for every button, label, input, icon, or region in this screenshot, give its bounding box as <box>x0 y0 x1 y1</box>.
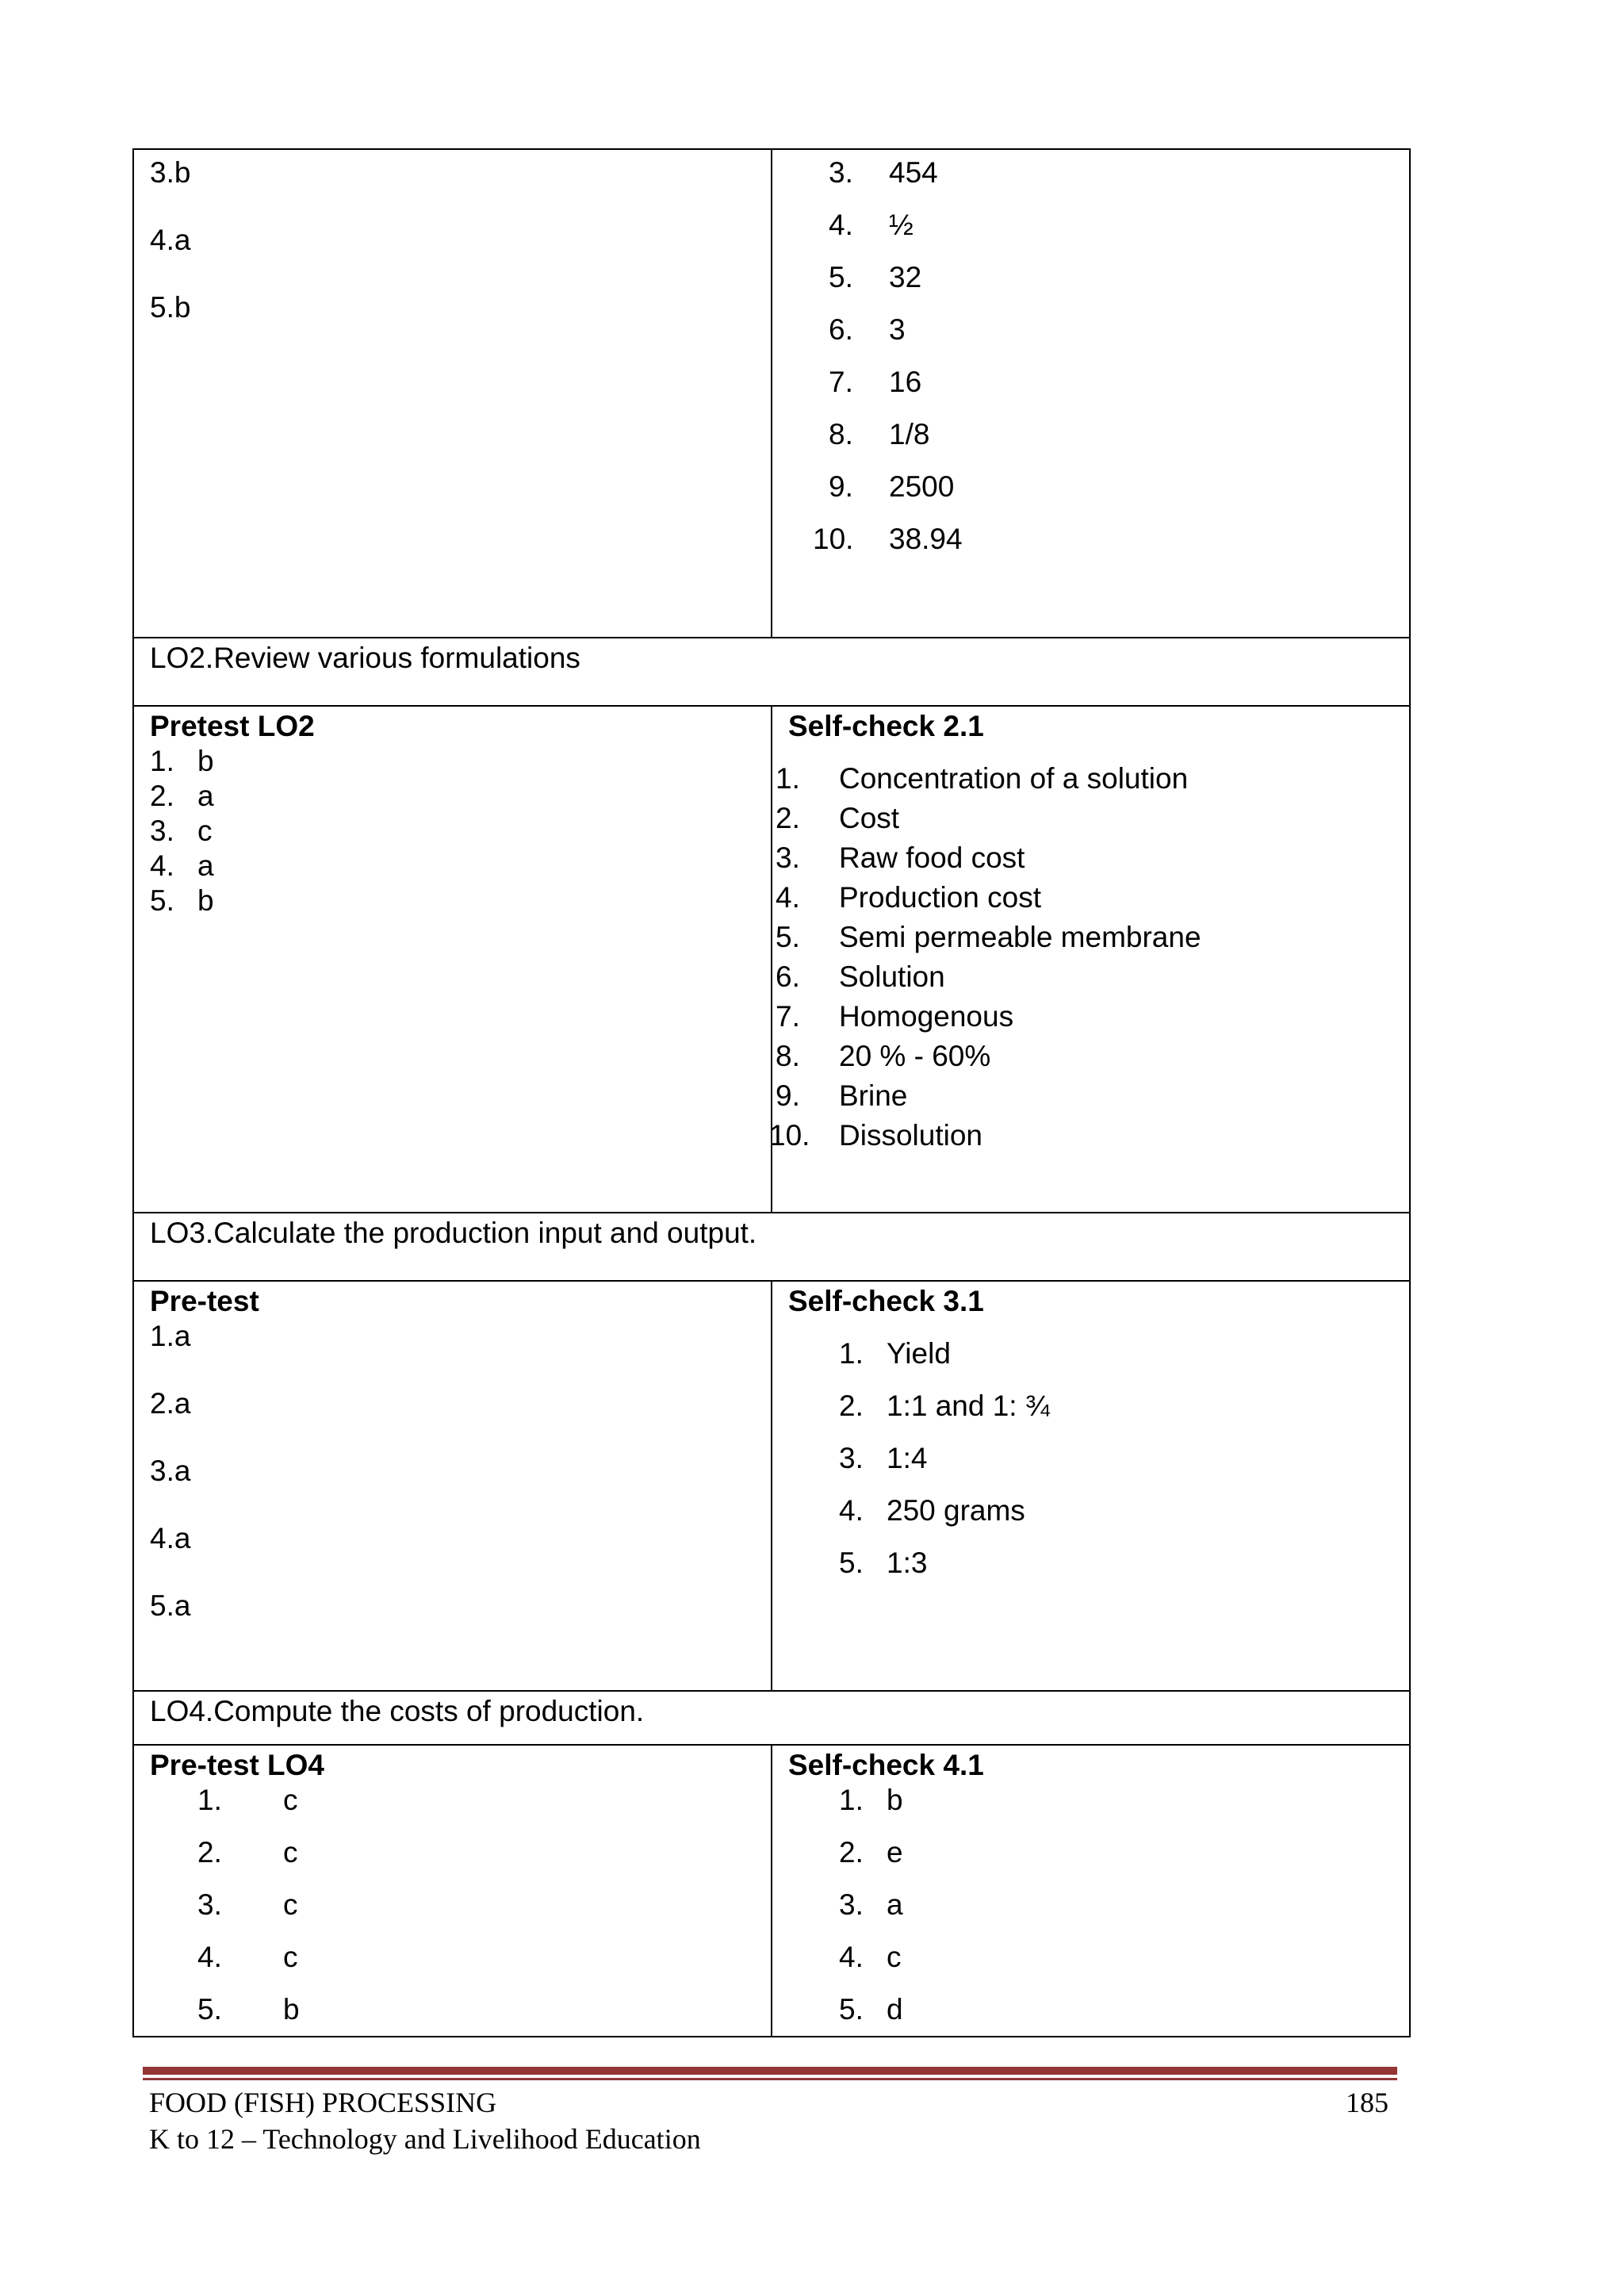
lo3-right-cell <box>772 1281 1410 1691</box>
list-item: b <box>197 745 214 777</box>
pretest-title: Pre-test LO4 <box>150 1749 325 1781</box>
list-item: c <box>197 815 213 847</box>
footer-subject: FOOD (FISH) PROCESSING <box>149 2087 497 2118</box>
list-item: 4.a <box>150 224 191 256</box>
list-item: 1:1 and 1: ¾ <box>887 1389 1050 1422</box>
list-number: 2. <box>150 780 174 812</box>
list-item: 2500 <box>889 470 955 503</box>
list-number: 4. <box>197 1941 222 1973</box>
list-item: Homogenous <box>839 1000 1014 1033</box>
list-item: c <box>887 1941 902 1973</box>
list-item: 250 grams <box>887 1494 1025 1527</box>
section-heading: LO2.Review various formulations <box>150 642 580 674</box>
lo4-left-cell <box>133 1745 772 2037</box>
list-number: 4. <box>829 209 853 241</box>
lo3-left-cell <box>133 1281 772 1691</box>
list-item: 5.a <box>150 1589 191 1622</box>
list-item: 5.b <box>150 291 191 324</box>
section-heading: LO4.Compute the costs of production. <box>150 1695 645 1727</box>
self-check-title: Self-check 2.1 <box>788 710 984 742</box>
list-item: Raw food cost <box>839 841 1025 874</box>
row1-right-cell <box>772 149 1410 638</box>
list-number: 6. <box>829 313 853 346</box>
lo2-right-cell <box>769 706 1410 1213</box>
list-item: 3.b <box>150 156 191 189</box>
list-number: 7. <box>776 1000 800 1033</box>
list-item: c <box>283 1888 298 1921</box>
list-item: a <box>197 849 214 882</box>
list-number: 1. <box>150 745 174 777</box>
list-item: 3.a <box>150 1455 191 1487</box>
list-item: Concentration of a solution <box>839 762 1189 795</box>
list-item: 1.a <box>150 1320 191 1352</box>
list-number: 5. <box>197 1993 222 2026</box>
table-row <box>133 638 1410 706</box>
lo2-heading-cell <box>133 638 1410 706</box>
list-number: 3. <box>150 815 174 847</box>
footer-rule <box>143 2067 1397 2075</box>
lo4-right-cell <box>772 1745 1410 2037</box>
list-item: 1:3 <box>887 1547 928 1579</box>
section-heading: LO3.Calculate the production input and output. <box>150 1217 757 1249</box>
footer-course: K to 12 – Technology and Livelihood Education <box>149 2123 701 2155</box>
table-row <box>133 1213 1410 1281</box>
table-row <box>133 706 1410 1213</box>
list-item: 2.a <box>150 1387 191 1420</box>
list-item: 38.94 <box>889 523 963 555</box>
page-number: 185 <box>1346 2087 1388 2118</box>
list-number: 8. <box>829 418 853 450</box>
table-row <box>133 1691 1410 1745</box>
list-item: Semi permeable membrane <box>839 921 1201 953</box>
list-item: b <box>887 1784 903 1816</box>
list-number: 8. <box>776 1040 800 1072</box>
list-number: 2. <box>776 802 800 834</box>
list-item: Production cost <box>839 881 1042 914</box>
list-number: 3. <box>829 156 853 189</box>
list-item: 1/8 <box>889 418 930 450</box>
list-item: d <box>887 1993 903 2026</box>
self-check-title: Self-check 3.1 <box>788 1285 984 1317</box>
list-item: a <box>197 780 214 812</box>
list-item: c <box>283 1836 298 1869</box>
list-item: c <box>283 1941 298 1973</box>
list-number: 4. <box>839 1494 864 1527</box>
lo3-heading-cell <box>133 1213 1410 1281</box>
list-number: 3. <box>839 1442 864 1474</box>
list-item: b <box>197 884 214 917</box>
table-row <box>133 1745 1410 2037</box>
list-number: 2. <box>839 1389 864 1422</box>
list-number: 1. <box>776 762 800 795</box>
list-item: 3 <box>889 313 906 346</box>
list-number: 1. <box>197 1784 222 1816</box>
list-number: 5. <box>839 1547 864 1579</box>
list-item: 454 <box>889 156 938 189</box>
list-number: 3. <box>839 1888 864 1921</box>
list-number: 5. <box>839 1993 864 2026</box>
list-item: Dissolution <box>839 1119 982 1152</box>
list-number: 10. <box>813 523 854 555</box>
list-item: 4.a <box>150 1522 191 1554</box>
list-item: 16 <box>889 366 922 398</box>
list-number: 1. <box>839 1784 864 1816</box>
list-item: 20 % - 60% <box>839 1040 991 1072</box>
row1-left-cell <box>133 149 772 638</box>
list-number: 10. <box>769 1119 810 1152</box>
list-item: ½ <box>889 209 914 241</box>
list-number: 5. <box>829 261 853 293</box>
pretest-title: Pretest LO2 <box>150 710 315 742</box>
list-number: 5. <box>150 884 174 917</box>
list-item: Solution <box>839 960 945 993</box>
list-number: 2. <box>197 1836 222 1869</box>
list-item: c <box>283 1784 298 1816</box>
table-row <box>133 149 1410 638</box>
footer-rule-thin <box>143 2078 1397 2080</box>
pretest-title: Pre-test <box>150 1285 259 1317</box>
list-item: Brine <box>839 1079 908 1112</box>
list-number: 3. <box>776 841 800 874</box>
list-item: e <box>887 1836 903 1869</box>
list-number: 4. <box>776 881 800 914</box>
list-item: b <box>283 1993 300 2026</box>
answer-key-table <box>132 148 1411 2037</box>
lo4-heading-cell <box>133 1691 1410 1745</box>
list-item: 32 <box>889 261 922 293</box>
table-row <box>133 1281 1410 1691</box>
list-item: Cost <box>839 802 900 834</box>
list-number: 4. <box>150 849 174 882</box>
list-number: 5. <box>776 921 800 953</box>
list-number: 2. <box>839 1836 864 1869</box>
list-number: 7. <box>829 366 853 398</box>
list-item: Yield <box>887 1337 951 1370</box>
self-check-title: Self-check 4.1 <box>788 1749 984 1781</box>
list-number: 1. <box>839 1337 864 1370</box>
list-item: 1:4 <box>887 1442 928 1474</box>
lo2-left-cell <box>133 706 772 1213</box>
list-number: 9. <box>776 1079 800 1112</box>
list-item: a <box>887 1888 903 1921</box>
list-number: 6. <box>776 960 800 993</box>
list-number: 4. <box>839 1941 864 1973</box>
list-number: 9. <box>829 470 853 503</box>
list-number: 3. <box>197 1888 222 1921</box>
